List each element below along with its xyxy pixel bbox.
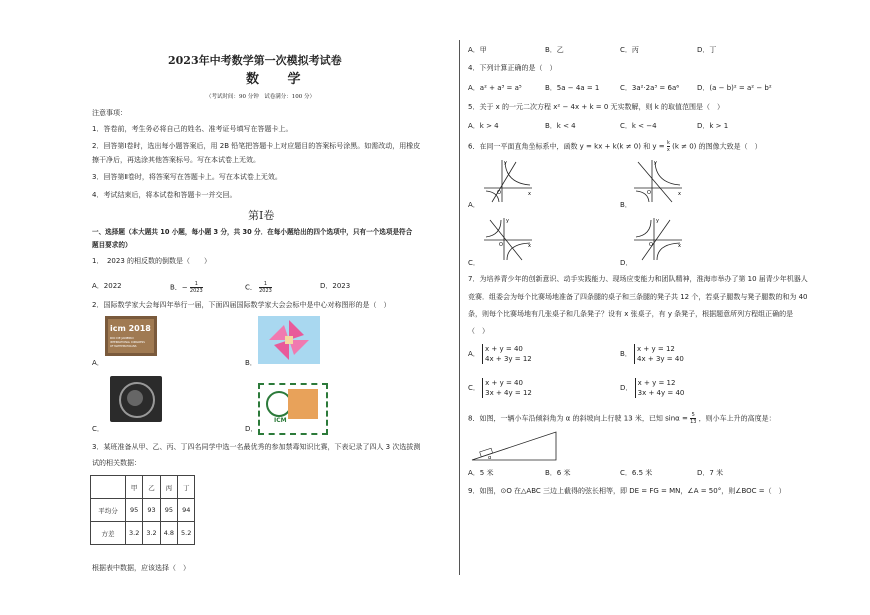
- q1-option-b: B．− $\frac{1}{2023}$: [170, 281, 203, 294]
- q1-option-c: C． $\frac{1}{2023}$: [245, 281, 272, 294]
- table-cell: 平均分: [91, 499, 126, 522]
- svg-text:x: x: [678, 191, 681, 197]
- icm-2018-logo: icm 2018 RIO DE JANEIRO INTERNATIONAL CONGRESS OF MATHEMATICIANS: [105, 316, 157, 356]
- table-cell: 丙: [160, 476, 177, 499]
- table-cell: 3.2: [126, 522, 143, 545]
- q4-stem: 4．下列计算正确的是（ ）: [468, 64, 557, 72]
- svg-text:x: x: [528, 243, 531, 249]
- q7-option-b: B． x + y = 12 4x + 3y = 40: [620, 345, 684, 363]
- q3-option-a: A．甲: [468, 46, 487, 54]
- notes-header: 注意事项：: [92, 109, 127, 117]
- score-table: [90, 475, 195, 545]
- icm-stamp-logo: ICM: [258, 383, 328, 435]
- svg-text:O: O: [497, 190, 501, 196]
- q6-label-d: D．: [620, 259, 633, 267]
- svg-text:O: O: [499, 242, 503, 248]
- note-2-cont: 擦干净后，再选涂其他答案标号。写在本试卷上无效。: [92, 156, 260, 164]
- q6-graph-c: [482, 216, 534, 262]
- q5-option-d: D．k > 1: [697, 122, 729, 130]
- section-intro: 一、选择题（本大题共 10 小题，每小题 3 分，共 30 分．在每小题给出的四个选项中，只有一个选项是符合: [92, 228, 413, 236]
- svg-text:α: α: [488, 455, 492, 461]
- table-cell: 3.2: [143, 522, 160, 545]
- table-cell: 丁: [178, 476, 195, 499]
- section-title: 第Ⅰ卷: [248, 209, 275, 222]
- subject-heading: 数 学: [246, 72, 313, 87]
- q4-option-c: C．3a²·2a³ = 6a⁶: [620, 84, 680, 92]
- q4-option-d: D．(a − b)² = a² − b²: [697, 84, 772, 92]
- svg-text:y: y: [656, 218, 659, 224]
- q6-graph-b: [632, 158, 684, 204]
- q3-footer: 根据表中数据，应该选择（ ）: [92, 564, 190, 572]
- q1-option-d: D．2023: [320, 282, 351, 290]
- q8-option-c: C．6.5 米: [620, 469, 653, 477]
- q3-stem: 3．某班准备从甲、乙、丙、丁四名同学中选一名最优秀的参加禁毒知识比赛，下表记录了四人 3 次选拔测: [92, 443, 421, 451]
- exam-info: （考试时间：90 分钟 试卷满分：100 分）: [206, 94, 315, 100]
- table-cell: 甲: [126, 476, 143, 499]
- svg-text:x: x: [528, 191, 531, 197]
- table-row: [91, 522, 195, 545]
- q6-stem: 6．在同一平面直角坐标系中，函数 y = kx + k(k ≠ 0) 和 y = $\frac{k}{x}$ (k ≠ 0) 的图像大致是（ ）: [468, 140, 762, 153]
- q7-stem: 7．为培养青少年的创新意识、动手实践能力、现场应变能力和团队精神，淮海市举办了第 10 届青少年机器人: [468, 275, 808, 283]
- table-row: [91, 499, 195, 522]
- table-cell: 乙: [143, 476, 160, 499]
- q8-option-b: B．6 米: [545, 469, 571, 477]
- exam-title: 2023年中考数学第一次模拟考试卷: [168, 54, 342, 67]
- q5-option-b: B．k < 4: [545, 122, 576, 130]
- table-cell: 95: [160, 499, 177, 522]
- table-cell: 方差: [91, 522, 126, 545]
- table-cell: 5.2: [178, 522, 195, 545]
- svg-text:y: y: [654, 160, 657, 166]
- note-1: 1．答卷前，考生务必将自己的姓名、准考证号填写在答题卡上。: [92, 125, 293, 133]
- q1-option-a: A．2022: [92, 282, 122, 290]
- svg-text:y: y: [504, 160, 507, 166]
- note-2: 2．回答第Ⅰ卷时，选出每小题答案后，用 2B 铅笔把答题卡上对应题目的答案标号涂黑。如需改动，用橡皮: [92, 142, 421, 150]
- q6-graph-a: [482, 158, 534, 204]
- q7-stem-3: 条，则每个比赛场地有几张桌子和几条凳子？设有 x 张桌子，有 y 条凳子，根据题意所列方程组正确的是: [468, 310, 794, 318]
- q6-graph-d: [632, 216, 684, 262]
- q7-option-d: D． x + y = 12 3x + 4y = 40: [620, 379, 685, 397]
- q3-option-c: C．丙: [620, 46, 639, 54]
- table-cell: 95: [126, 499, 143, 522]
- q6-label-a: A．: [468, 201, 480, 209]
- q2-label-d: D．: [245, 425, 258, 433]
- q6-label-b: B．: [620, 201, 632, 209]
- q8-option-d: D．7 米: [697, 469, 724, 477]
- q2-label-b: B．: [245, 359, 257, 367]
- note-3: 3．回答第Ⅱ卷时，将答案写在答题卡上。写在本试卷上无效。: [92, 173, 282, 181]
- q1-stem: 1． 2023 的相反数的倒数是（ ）: [92, 257, 211, 265]
- pinwheel-logo: [258, 316, 320, 364]
- q3-option-d: D．丁: [697, 46, 717, 54]
- icm-medal-logo: [110, 376, 162, 422]
- q5-option-a: A．k > 4: [468, 122, 499, 130]
- section-intro-cont: 题目要求的）: [92, 241, 132, 249]
- q7-stem-2: 竞赛．组委会为每个比赛场地准备了四条腿的桌子和三条腿的凳子共 12 个，若桌子腿数与凳子腿数的和为 40: [468, 293, 808, 301]
- q3-option-b: B．乙: [545, 46, 564, 54]
- svg-text:y: y: [506, 218, 509, 224]
- q7-stem-4: （ ）: [468, 327, 489, 335]
- svg-text:x: x: [678, 243, 681, 249]
- table-cell: 93: [143, 499, 160, 522]
- q2-label-a: A．: [92, 359, 104, 367]
- note-4: 4．考试结束后，将本试卷和答题卡一并交回。: [92, 191, 237, 199]
- q6-label-c: C．: [468, 259, 480, 267]
- slope-diagram: [470, 430, 560, 462]
- table-cell: 4.8: [160, 522, 177, 545]
- q8-option-a: A．5 米: [468, 469, 494, 477]
- column-divider: [459, 40, 460, 575]
- q2-stem: 2．国际数学家大会每四年举行一届，下面四届国际数学家大会会标中是中心对称图形的是（ ）: [92, 301, 391, 309]
- q4-option-a: A．a² + a³ = a⁵: [468, 84, 522, 92]
- q7-option-c: C． x + y = 40 3x + 4y = 12: [468, 379, 532, 397]
- svg-text:O: O: [647, 190, 651, 196]
- q2-label-c: C．: [92, 425, 104, 433]
- table-cell: [91, 476, 126, 499]
- q4-option-b: B．5a − 4a = 1: [545, 84, 600, 92]
- table-cell: 94: [178, 499, 195, 522]
- q7-option-a: A． x + y = 40 4x + 3y = 12: [468, 345, 532, 363]
- q9-stem: 9．如图，⊙O 在△ABC 三边上截得的弦长相等，即 DE = FG = MN，∠A = 50°，则∠BOC =（ ）: [468, 487, 786, 495]
- q3-stem-cont: 试的相关数据：: [92, 459, 141, 467]
- q5-option-c: C．k < −4: [620, 122, 657, 130]
- svg-text:O: O: [649, 242, 653, 248]
- q5-stem: 5．关于 x 的一元二次方程 x² − 4x + k = 0 无实数解，则 k 的取值范围是（ ）: [468, 103, 724, 111]
- table-row: [91, 476, 195, 499]
- q8-stem: 8．如图，一辆小车沿倾斜角为 α 的斜坡向上行驶 13 米，已知 sinα = $\frac{5}{13}$ ，则小车上升的高度是：: [468, 412, 776, 425]
